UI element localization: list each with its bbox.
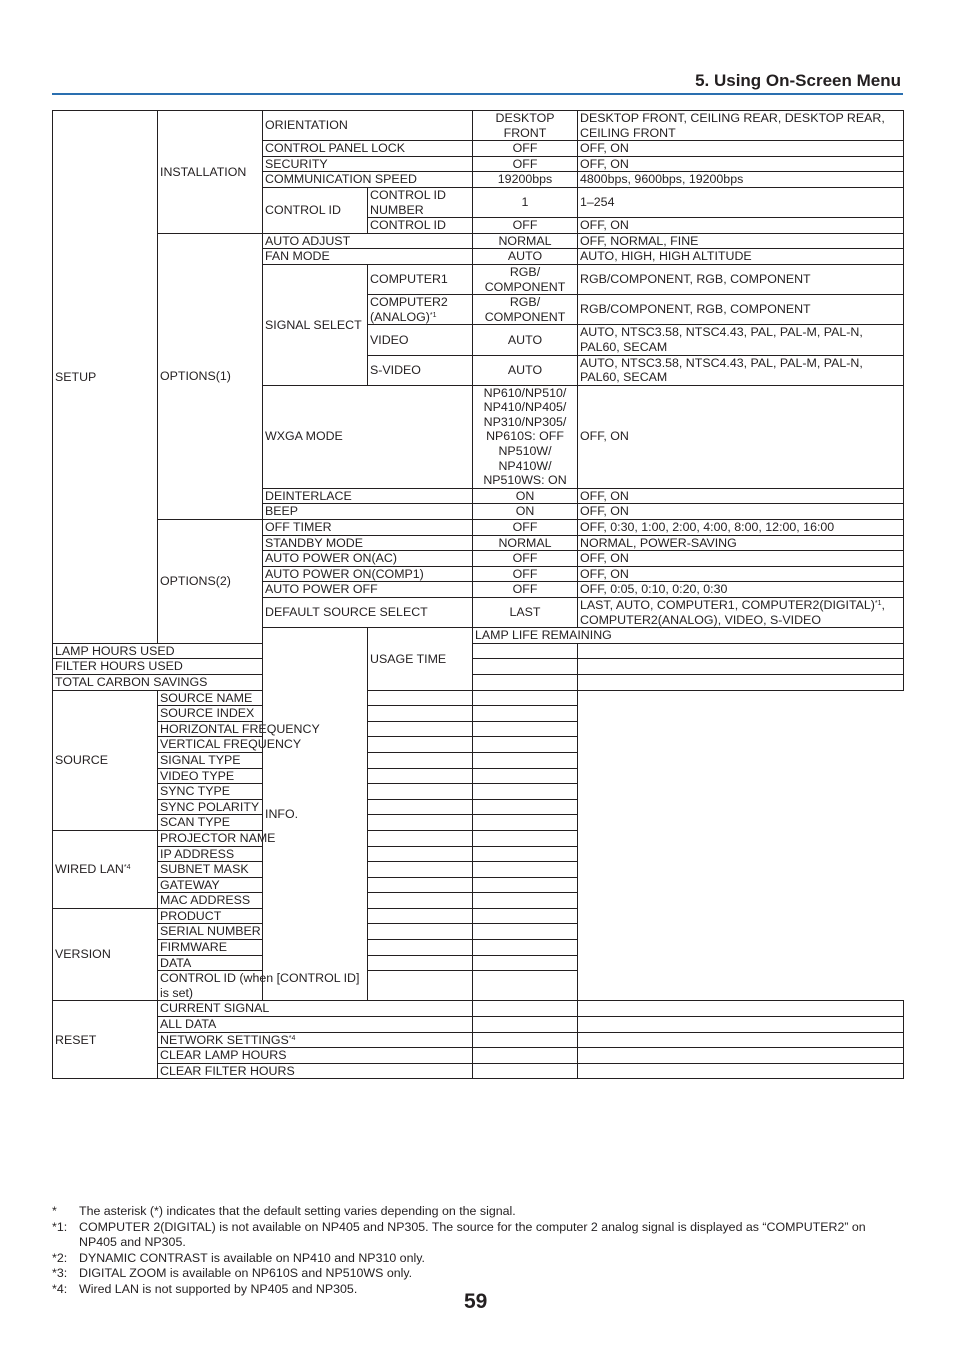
item-projector-name: PROJECTOR NAME [158,830,368,846]
item-firmware: FIRMWARE [158,940,368,956]
table-row [53,908,904,924]
item-control-id: CONTROL ID [368,218,473,234]
item-video: VIDEO [368,325,473,355]
table-row [53,643,904,659]
option-values: 4800bps, 9600bps, 19200bps [578,172,904,188]
default-value: NORMAL [473,233,578,249]
footnote-text: The asterisk (*) indicates that the default setting varies depending on the signal. [79,1204,516,1218]
table-row [53,815,904,831]
table-row [53,768,904,784]
default-value [368,893,473,909]
default-value [368,971,473,1001]
option-values [578,1001,904,1017]
option-values [473,768,578,784]
item-subnet-mask: SUBNET MASK [158,862,368,878]
item-label: COMPUTER2 (ANALOG) [370,295,448,324]
option-values [473,784,578,800]
table-row [53,924,904,940]
default-value: OFF [473,141,578,157]
table-row [53,737,904,753]
option-values [473,721,578,737]
subgroup-options1: OPTIONS(1) [158,233,263,519]
default-value: ON [473,488,578,504]
default-value [473,1017,578,1033]
option-values [578,643,904,659]
footnote-marker: *2: [52,1250,68,1265]
option-values [578,674,904,690]
item-security: SECURITY [263,156,473,172]
table-row [53,520,904,536]
footnote-mark: *1 [874,600,882,607]
footnote [52,1220,904,1251]
option-values: OFF, ON [578,504,904,520]
item-filter-hours-used: FILTER HOURS USED [53,659,263,675]
table-row [53,830,904,846]
item-auto-adjust: AUTO ADJUST [263,233,473,249]
item-off-timer: OFF TIMER [263,520,473,536]
table-row [53,1048,904,1064]
item-mac-address: MAC ADDRESS [158,893,368,909]
option-values: OFF, 0:30, 1:00, 2:00, 4:00, 8:00, 12:00, 16:00 [578,520,904,536]
option-values: NORMAL, POWER-SAVING [578,535,904,551]
option-values [473,815,578,831]
option-values: OFF, 0:05, 0:10, 0:20, 0:30 [578,582,904,598]
item-vertical-frequency: VERTICAL FREQUENCY [158,737,368,753]
table-row [53,721,904,737]
default-value: AUTO [473,355,578,385]
option-values [473,940,578,956]
footnote-mark: *4 [288,1034,296,1042]
option-values: AUTO, NTSC3.58, NTSC4.43, PAL, PAL-M, PAL-N, PAL60, SECAM [578,325,904,355]
default-value: OFF [473,520,578,536]
item-computer2-analog [368,295,473,325]
option-values [578,1063,904,1079]
default-value [368,877,473,893]
subgroup-version: VERSION [53,908,158,1001]
option-values [473,893,578,909]
item-total-carbon-savings: TOTAL CARBON SAVINGS [53,674,263,690]
footnote-text: DIGITAL ZOOM is available on NP610S and NP510WS only. [79,1266,413,1281]
footnote [52,1204,904,1220]
item-sync-polarity: SYNC POLARITY [158,799,368,815]
table-row [53,940,904,956]
footnote-marker: *1: [52,1219,68,1234]
item-scan-type: SCAN TYPE [158,815,368,831]
table-row [53,846,904,862]
item-signal-type: SIGNAL TYPE [158,752,368,768]
table-row [53,1001,904,1017]
table-row [53,877,904,893]
default-value: OFF [473,551,578,567]
option-values [473,737,578,753]
item-standby-mode: STANDBY MODE [263,535,473,551]
table-row [53,752,904,768]
item-signal-select: SIGNAL SELECT [263,264,368,385]
option-values [473,752,578,768]
option-values [473,846,578,862]
item-source-name: SOURCE NAME [158,690,368,706]
default-value [473,674,578,690]
default-value [368,752,473,768]
table-row [53,1017,904,1033]
item-beep: BEEP [263,504,473,520]
default-value [368,955,473,971]
default-value: DESKTOP FRONT [473,111,578,141]
footnote-text: DYNAMIC CONTRAST is available on NP410 and NP310 only. [79,1250,425,1265]
option-values [473,877,578,893]
item-all-data: ALL DATA [158,1017,473,1033]
item-label: NETWORK SETTINGS [160,1032,289,1047]
footnote-text: COMPUTER 2(DIGITAL) is not available on NP405 and NP305. The source for the computer 2 analog signal is displayed as “COMPUTER2” on NP405 and NP305. [79,1219,866,1250]
item-network-settings [158,1032,473,1048]
subgroup-installation: INSTALLATION [158,111,263,234]
option-values [473,971,578,1001]
default-value [473,1001,578,1017]
table-row [53,690,904,706]
item-orientation: ORIENTATION [263,111,473,141]
option-values [578,1032,904,1048]
subgroup-wired-lan [53,830,158,908]
header-divider [52,93,903,95]
group-reset: RESET [53,1001,158,1079]
option-values [473,955,578,971]
item-control-panel-lock: CONTROL PANEL LOCK [263,141,473,157]
item-clear-lamp-hours: CLEAR LAMP HOURS [158,1048,473,1064]
item-video-type: VIDEO TYPE [158,768,368,784]
table-row [53,955,904,971]
group-setup: SETUP [53,111,158,644]
footnote-text: Wired LAN is not supported by NP405 and NP305. [79,1281,358,1296]
table-row [53,659,904,675]
item-control-id-group: CONTROL ID [263,187,368,233]
default-value [368,721,473,737]
option-values: AUTO, NTSC3.58, NTSC4.43, PAL, PAL-M, PAL-N, PAL60, SECAM [578,355,904,385]
default-value: AUTO [473,249,578,265]
item-fan-mode: FAN MODE [263,249,473,265]
table-row [53,862,904,878]
option-values: 1–254 [578,187,904,217]
option-values [473,830,578,846]
table-row [53,784,904,800]
option-values [473,706,578,722]
item-lamp-hours-used: LAMP HOURS USED [53,643,263,659]
option-values [473,862,578,878]
default-value [368,815,473,831]
option-values: OFF, ON [578,156,904,172]
option-values: OFF, ON [578,551,904,567]
option-values: OFF, ON [578,218,904,234]
default-value [368,908,473,924]
item-auto-power-on-comp1: AUTO POWER ON(COMP1) [263,566,473,582]
default-value [473,1063,578,1079]
item-auto-power-on-ac: AUTO POWER ON(AC) [263,551,473,567]
item-ip-address: IP ADDRESS [158,846,368,862]
default-value [368,737,473,753]
default-value [368,706,473,722]
default-value: OFF [473,566,578,582]
footnote [52,1251,904,1267]
table-row [53,1063,904,1079]
item-default-source-select: DEFAULT SOURCE SELECT [263,598,473,628]
page-number: 59 [464,1290,488,1313]
item-lamp-life-remaining: LAMP LIFE REMAINING [473,628,904,644]
option-values [473,924,578,940]
item-gateway: GATEWAY [158,877,368,893]
footnote [52,1266,904,1282]
default-value: NORMAL [473,535,578,551]
default-value: LAST [473,598,578,628]
subgroup-label: WIRED LAN [55,862,124,877]
default-value [368,784,473,800]
menu-tree-table [52,110,904,1079]
default-value: OFF [473,582,578,598]
item-serial-number: SERIAL NUMBER [158,924,368,940]
default-value: 19200bps [473,172,578,188]
default-value: RGB/ COMPONENT [473,264,578,294]
default-value [368,799,473,815]
item-current-signal: CURRENT SIGNAL [158,1001,473,1017]
option-values: DESKTOP FRONT, CEILING REAR, DESKTOP REAR, CEILING FRONT [578,111,904,141]
option-values: AUTO, HIGH, HIGH ALTITUDE [578,249,904,265]
page-title: 5. Using On-Screen Menu [695,71,901,90]
subgroup-source: SOURCE [53,690,158,830]
option-values [578,1017,904,1033]
table-row [53,1032,904,1048]
item-source-index: SOURCE INDEX [158,706,368,722]
option-values: OFF, NORMAL, FINE [578,233,904,249]
default-value [473,1032,578,1048]
option-values: OFF, ON [578,488,904,504]
footnote-marker: *3: [52,1266,68,1281]
subgroup-options2: OPTIONS(2) [158,520,263,644]
option-values [578,1048,904,1064]
item-communication-speed: COMMUNICATION SPEED [263,172,473,188]
item-control-id-number: CONTROL ID NUMBER [368,187,473,217]
option-values: RGB/COMPONENT, RGB, COMPONENT [578,264,904,294]
default-value [368,846,473,862]
default-value [368,862,473,878]
default-value [368,830,473,846]
footnotes [52,1204,904,1298]
option-values [473,908,578,924]
group-info: INFO. [263,628,368,1001]
default-value [368,768,473,784]
footnote-mark: *1 [429,311,437,319]
default-value [368,940,473,956]
default-value: ON [473,504,578,520]
option-values [578,659,904,675]
default-value [368,690,473,706]
default-value: 1 [473,187,578,217]
table-row [53,233,904,249]
default-value: AUTO [473,325,578,355]
item-data: DATA [158,955,368,971]
default-value [473,1048,578,1064]
default-value: NP610/NP510/ NP410/NP405/ NP310/NP305/ NP610S: OFF NP510W/ NP410W/ NP510WS: ON [473,385,578,488]
item-s-video: S-VIDEO [368,355,473,385]
footnote-mark: *4 [123,864,131,872]
item-product: PRODUCT [158,908,368,924]
footnote-marker: *4: [52,1281,68,1296]
option-text: , COMPUTER2(ANALOG), VIDEO, S-VIDEO [580,598,885,627]
option-text: LAST, AUTO, COMPUTER1, COMPUTER2(DIGITAL) [580,598,875,612]
default-value [473,643,578,659]
default-value: RGB/ COMPONENT [473,295,578,325]
item-auto-power-off: AUTO POWER OFF [263,582,473,598]
table-row [53,799,904,815]
option-values: OFF, ON [578,385,904,488]
item-wxga-mode: WXGA MODE [263,385,473,488]
table-row [53,706,904,722]
item-clear-filter-hours: CLEAR FILTER HOURS [158,1063,473,1079]
option-values: OFF, ON [578,566,904,582]
item-control-id-when-set: CONTROL ID (when [CONTROL ID] is set) [158,971,368,1001]
table-row [53,893,904,909]
item-sync-type: SYNC TYPE [158,784,368,800]
footnote-marker: * [52,1204,57,1218]
option-values: OFF, ON [578,141,904,157]
default-value [368,924,473,940]
default-value: OFF [473,156,578,172]
option-values [473,799,578,815]
item-horizontal-frequency: HORIZONTAL FREQUENCY [158,721,368,737]
option-values: RGB/COMPONENT, RGB, COMPONENT [578,295,904,325]
option-values [473,690,578,706]
table-row [53,674,904,690]
table-row [53,111,904,141]
subgroup-usage-time: USAGE TIME [368,628,473,690]
item-deinterlace: DEINTERLACE [263,488,473,504]
default-value: OFF [473,218,578,234]
item-computer1: COMPUTER1 [368,264,473,294]
option-values [578,598,904,628]
default-value [473,659,578,675]
